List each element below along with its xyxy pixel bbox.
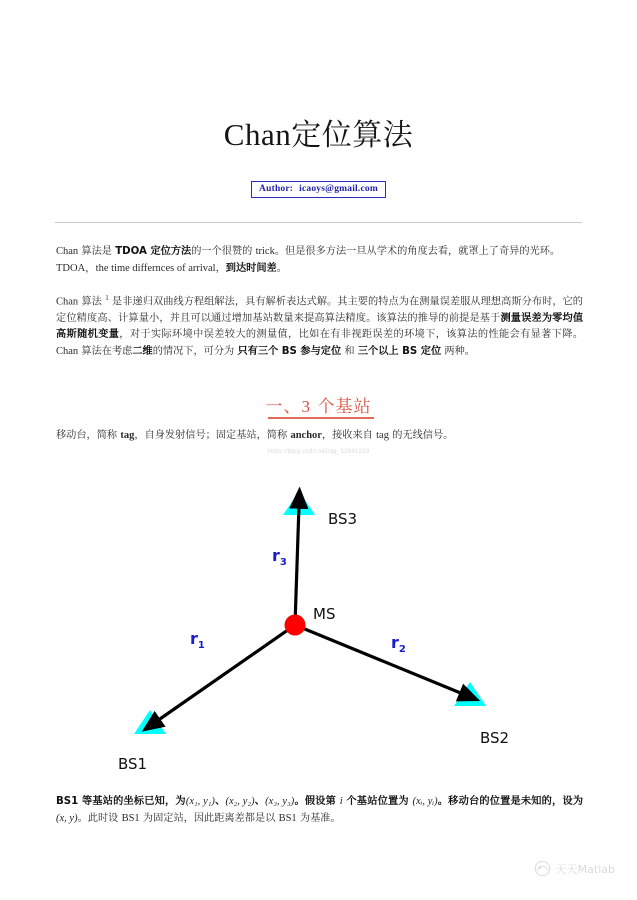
tag-note-4: 的无线信号。: [388, 430, 454, 441]
coords-text-6: 为固定站，因此距离差都是以: [139, 812, 279, 824]
label-range-r2: [391, 633, 406, 655]
tag-note-2: ，自身发射信号；固定基站，简称: [134, 430, 291, 441]
page-title: [0, 110, 637, 154]
author-box-inner: [251, 181, 386, 198]
desc-text-3: 算法在考虑: [78, 345, 133, 357]
label-bs2: BS2: [480, 729, 510, 747]
coords-bs1-ref-1: BS1: [121, 812, 140, 824]
desc-text-1: 是非递归双曲线方程组解法，具有解析表达式解。其主要的特点为在测量误差服从理想高斯分布时，它的定位精度高、计算量小，并且可以通过增加基站数量来提高算法精度。该算法的推导的前提是基于: [56, 296, 583, 324]
intro-tdoa-bold: TDOA 定位方法: [115, 246, 192, 257]
coords-text-2: 。假设第: [294, 796, 340, 807]
label-range-r2-base: r: [391, 633, 399, 652]
paragraph-description: [56, 290, 583, 360]
label-range-r2-sub: 2: [398, 644, 406, 656]
footer-brand-watermark: [534, 860, 615, 877]
paragraph-tag-anchor-note: [56, 428, 583, 445]
coords-bs1-ref-2: BS1: [278, 812, 297, 824]
label-bs1: BS1: [118, 755, 148, 773]
label-range-r3: [272, 546, 287, 568]
intro-chan: Chan: [56, 246, 79, 257]
coords-math-4: (xᵢ, yᵢ): [412, 796, 438, 807]
intro-comma: ，: [215, 262, 226, 274]
tag-note-tag-word-2: tag: [376, 430, 389, 441]
paragraph-coordinates-note: [56, 794, 583, 827]
intro-trick: trick: [255, 246, 275, 257]
intro-tdoa-abbr: TDOA，: [56, 262, 96, 274]
coords-text-5: 。此时设: [77, 812, 122, 824]
coords-text-7: 为基准。: [296, 812, 341, 824]
section-heading-underline: [268, 417, 374, 419]
brand-mark-icon: [534, 860, 551, 877]
intro-tdoa-expansion: the time differnces of arrival: [95, 262, 216, 274]
intro-text-1: 算法是: [78, 246, 116, 257]
label-range-r1-sub: 1: [197, 640, 205, 652]
intro-text-2: 的一个很赞的: [191, 246, 256, 257]
coords-math-2: (x₂, y₂): [225, 796, 255, 807]
page-title-cjk: 定位算法: [291, 118, 414, 153]
label-range-r1-base: r: [190, 629, 198, 648]
desc-text-2: ，对于实际环境中误差较大的测量值，比如在有非视距误差的环境下，该算法的性能会有显著下降。: [119, 329, 584, 341]
range-vector-r3: [295, 505, 299, 625]
coords-text-1: BS1 等基站的坐标已知，为: [56, 796, 186, 807]
desc-bold-gaussian: 测量误差为零均值高斯随机变量: [56, 312, 584, 341]
paragraph-intro: [56, 244, 583, 277]
author-email: icaoys@gmail.com: [299, 184, 378, 194]
range-vector-r2: [295, 625, 463, 694]
section-heading-text: 个基站: [311, 397, 372, 417]
desc-footnote-marker: 1: [105, 294, 109, 302]
label-bs3: BS3: [328, 510, 358, 528]
coords-sep-1: 、: [214, 796, 226, 807]
anchor-triangle-bs1: [134, 710, 166, 734]
range-vector-r1: [157, 625, 295, 721]
author-box: [0, 178, 637, 198]
desc-bold-more-bs: 三个以上 BS 定位: [357, 345, 442, 357]
label-range-r3-sub: 3: [279, 557, 287, 569]
label-ms: MS: [313, 605, 336, 623]
coords-math-3: (x₃, y₃): [265, 796, 295, 807]
section-heading-number: 一、3: [265, 397, 312, 416]
coords-text-3: 个基站位置为: [342, 796, 413, 807]
brand-name: 天天Matlab: [555, 862, 615, 876]
intro-text-3: 。但是很多方法一旦从学术的角度去看，就罩上了奇异的光环。: [274, 246, 561, 257]
coords-index-i: i: [339, 796, 343, 807]
tag-note-3: ，接收来自: [321, 430, 377, 441]
tag-note-anchor-word: anchor: [290, 430, 322, 441]
desc-suanfa: 算法: [78, 296, 106, 308]
desc-chan-2: Chan: [56, 345, 79, 357]
desc-chan: Chan: [56, 296, 79, 308]
author-label: Author:: [259, 184, 294, 194]
coords-math-1: (x₁, y₁): [185, 796, 215, 807]
intro-period: 。: [276, 262, 287, 274]
coords-math-5: (x, y): [56, 812, 78, 824]
label-range-r1: [190, 629, 205, 651]
page-title-latin: Chan: [223, 117, 292, 152]
desc-and: 和: [341, 345, 358, 357]
coords-text-4: 。移动台的位置是未知的，设为: [437, 796, 584, 807]
section-heading-three-base-stations: [0, 392, 637, 417]
tag-note-1: 移动台，简称: [56, 430, 121, 441]
desc-text-4: 的情况下，可分为: [152, 345, 238, 357]
desc-bold-2d: 二维: [132, 345, 153, 357]
desc-bold-three-bs: 只有三个 BS 参与定位: [237, 345, 342, 357]
coords-sep-2: 、: [254, 796, 266, 807]
desc-text-5: 两种。: [441, 345, 475, 357]
label-range-r3-base: r: [272, 546, 280, 565]
blog-watermark: https://blog.csdn.net/qq_32941220: [267, 449, 370, 455]
tag-note-tag-word: tag: [120, 430, 135, 441]
header-divider: [55, 222, 582, 223]
intro-tdoa-cn: 到达时间差: [225, 262, 277, 274]
mobile-station-dot: [285, 615, 306, 636]
